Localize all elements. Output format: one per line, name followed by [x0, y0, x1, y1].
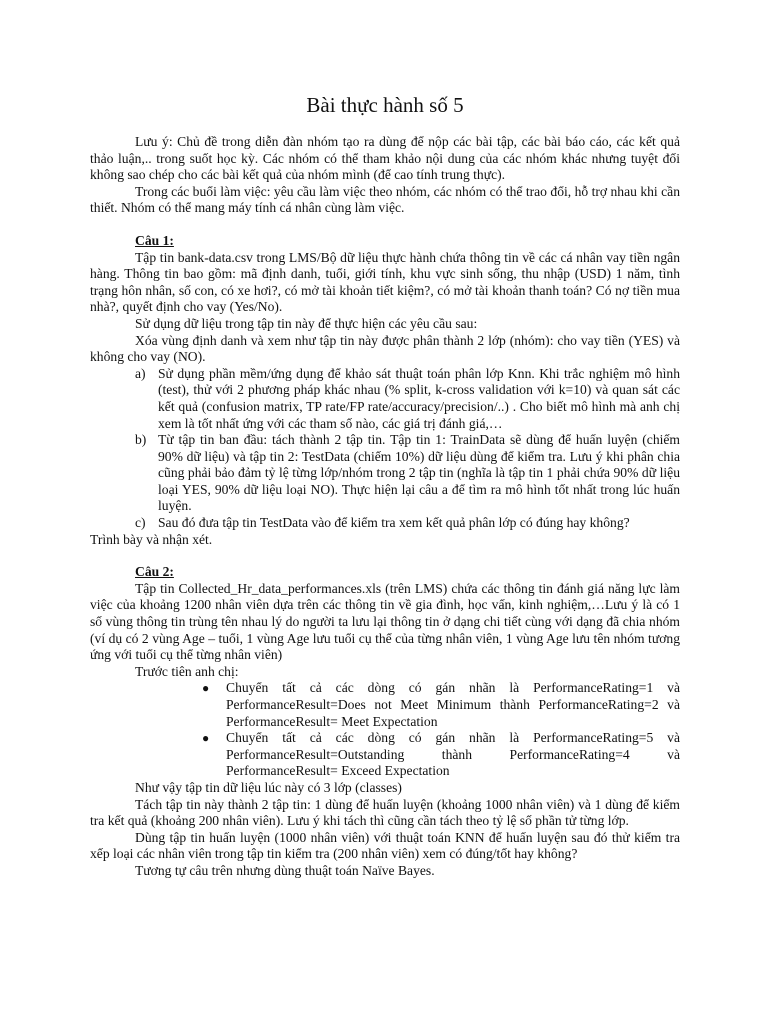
list-item-text: Từ tập tin ban đầu: tách thành 2 tập tin. Tập tin 1: TrainData sẽ dùng để huấn luyện (chiếm 90% dữ liệu) và tập tin 2: TestData (chiếm 10%) dữ liệu dùng để kiểm tra. Lưu ý khi phân chia cũng phải bảo đảm tỷ lệ từng lớp/nhóm trong 2 tập tin (nghĩa là tập tin 1 phải chứa 90% dữ liệu loại YES, 90% dữ liệu loại NO). Thực hiện lại câu a để tìm ra mô hình tốt nhất trong lúc huấn luyện.	[158, 432, 680, 514]
document-page	[90, 92, 680, 880]
list-marker: c)	[135, 515, 146, 531]
q2-paragraph: Tương tự câu trên nhưng dùng thuật toán Naïve Bayes.	[135, 862, 435, 878]
list-item-text: Chuyển tất cả các dòng có gán nhãn là PerformanceRating=5 và PerformanceResult=Outstanding thành PerformanceRating=4 và PerformanceResult= Exceed Expectation	[226, 730, 680, 779]
list-item	[90, 432, 680, 515]
spacer	[90, 217, 680, 233]
q2-paragraph: Tách tập tin này thành 2 tập tin: 1 dùng để huấn luyện (khoảng 1000 nhân viên) và 1 dùng để kiểm tra kết quả (khoảng 200 nhân viên). Lưu ý khi tách thì cũng cần tách theo tỷ lệ số phần tử từng lớp.	[90, 796, 680, 829]
q2-paragraph: Dùng tập tin huấn luyện (1000 nhân viên) với thuật toán KNN để huấn luyện sau đó thử kiểm tra xếp loại các nhân viên trong tập tin kiểm tra (200 nhân viên) xem có đúng/tốt hay không?	[90, 829, 680, 862]
q2-paragraph: Như vậy tập tin dữ liệu lúc này có 3 lớp (classes)	[135, 779, 402, 795]
q1-paragraph: Tập tin bank-data.csv trong LMS/Bộ dữ liệu thực hành chứa thông tin về các cá nhân vay tiền ngân hàng. Thông tin bao gồm: mã định danh, tuổi, giới tính, khu vực sinh sống, thu nhập (USD) 1 năm, tình trạng hôn nhân, số con, có xe hơi?, có mở tài khoản tiết kiệm?, có mở tài khoản thanh toán? Có nợ tiền mua nhà?, quyết định cho vay (Yes/No).	[90, 249, 680, 315]
q2-heading: Câu 2:	[135, 564, 174, 580]
page-title: Bài thực hành số 5	[306, 93, 464, 117]
list-marker: b)	[135, 432, 147, 448]
list-item	[90, 366, 680, 432]
spacer	[90, 548, 680, 564]
intro-paragraph: Lưu ý: Chủ đề trong diễn đàn nhóm tạo ra dùng để nộp các bài tập, các bài báo cáo, các kết quả thảo luận,.. trong suốt học kỳ. Các nhóm có thể tham khảo nội dung của các nhóm khác nhưng tuyệt đối không sao chép cho các bài kết quả của nhóm mình (để cao tính trung thực).	[90, 134, 680, 183]
q1-paragraph: Xóa vùng định danh và xem như tập tin này được phân thành 2 lớp (nhóm): cho vay tiền (YES) và không cho vay (NO).	[90, 332, 680, 365]
list-item-text: Sử dụng phần mềm/ứng dụng để khảo sát thuật toán phân lớp Knn. Khi trắc nghiệm mô hình (test), thử với 2 phương pháp khác nhau (% split, k-cross validation với k=10) và quan sát các kết quả (confusion matrix, TP rate/FP rate/accuracy/precision/..) . Cho biết mô hình mà anh chị xem là tốt nhất ứng với các tham số nào, các giá trị đánh giá,…	[158, 365, 680, 431]
intro-paragraph: Trong các buổi làm việc: yêu cầu làm việc theo nhóm, các nhóm có thể trao đổi, hỗ trợ nhau khi cần thiết. Nhóm có thể mang máy tính cá nhân cùng làm việc.	[90, 183, 680, 216]
list-item-text: Chuyển tất cả các dòng có gán nhãn là PerformanceRating=1 và PerformanceResult=Does not Meet Minimum thành PerformanceRating=2 và PerformanceResult= Meet Expectation	[226, 680, 680, 729]
q2-paragraph: Trước tiên anh chị:	[135, 663, 239, 679]
list-item	[90, 680, 680, 730]
q1-heading: Câu 1:	[135, 232, 174, 248]
q2-bullet-list	[90, 680, 680, 780]
q2-paragraph: Tập tin Collected_Hr_data_performances.xls (trên LMS) chứa các thông tin đánh giá năng lực làm việc của khoảng 1200 nhân viên dựa trên các thông tin về gia đình, học vấn, kinh nghiệm,…Lưu ý là có 1 số vùng thông tin trùng tên nhau lý do người ta lưu lại thông tin ở dạng chi tiết cùng với dạng đã chia nhóm (ví dụ có 2 vùng Age – tuổi, 1 vùng Age lưu tuổi cụ thể của từng nhân viên, 1 vùng Age lưu tên nhóm tương ứng với tuổi cụ thể từng nhân viên)	[90, 580, 680, 663]
list-item	[90, 730, 680, 780]
bullet-icon: ●	[202, 731, 210, 746]
q1-task-list	[90, 366, 680, 532]
list-item	[90, 515, 680, 532]
q1-paragraph: Sử dụng dữ liệu trong tập tin này để thực hiện các yêu cầu sau:	[135, 315, 478, 331]
bullet-icon: ●	[202, 681, 210, 696]
q1-closing: Trình bày và nhận xét.	[90, 531, 213, 547]
list-marker: a)	[135, 365, 146, 381]
list-item-text: Sau đó đưa tập tin TestData vào để kiểm tra xem kết quả phân lớp có đúng hay không?	[158, 515, 630, 531]
